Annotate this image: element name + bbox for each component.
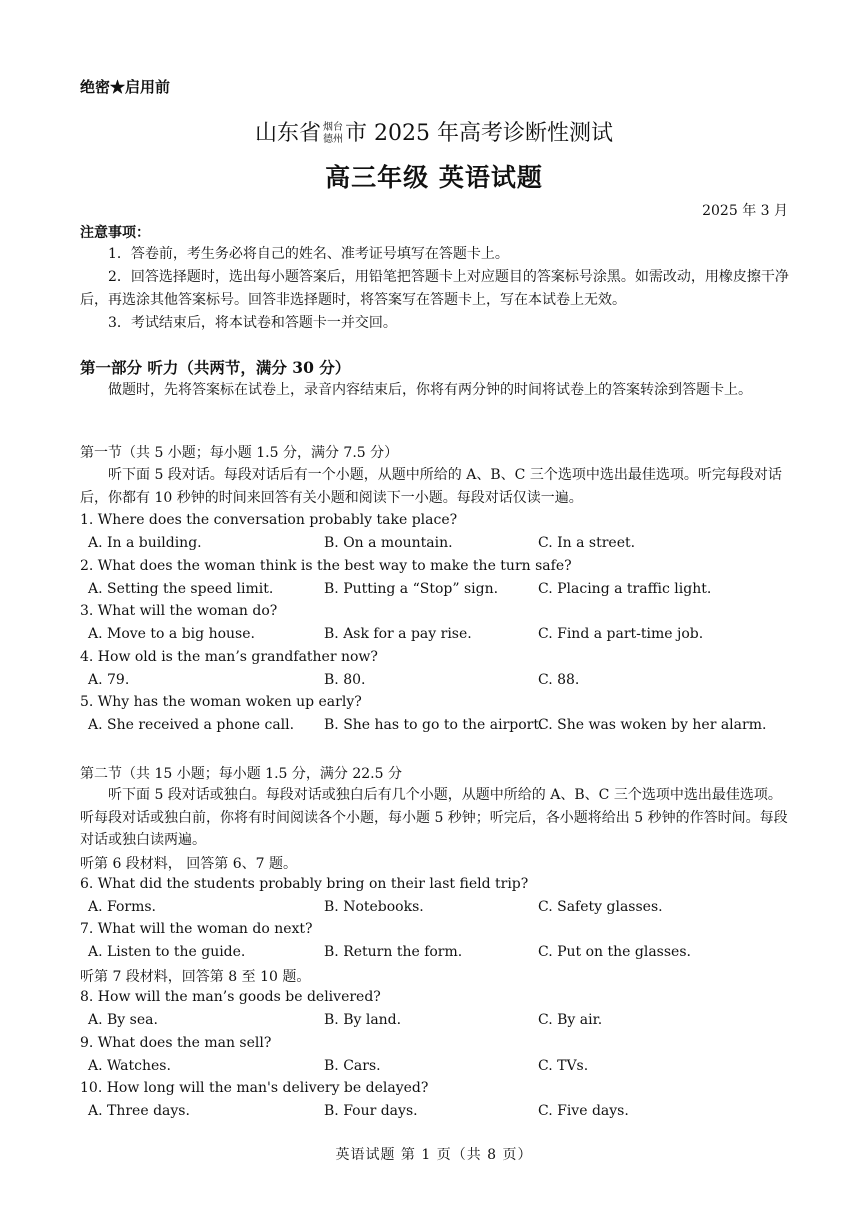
question-stem: 6. What did the students probably bring on their last field trip? <box>80 876 529 892</box>
option-a: A. She received a phone call. <box>88 717 295 733</box>
notice-item-1: 1．答卷前，考生务必将自己的姓名、准考证号填写在答题卡上。 <box>108 246 509 262</box>
exam-title <box>0 116 868 147</box>
option-a: A. Watches. <box>88 1058 171 1074</box>
title-city-bottom: 德州 <box>323 134 344 145</box>
option-c: C. Five days. <box>538 1103 629 1119</box>
option-c: C. By air. <box>538 1012 603 1028</box>
option-b: B. By land. <box>324 1012 402 1028</box>
notice-heading: 注意事项： <box>80 225 150 241</box>
section1-heading: 第一节（共 5 小题；每小题 1.5 分，满分 7.5 分） <box>80 445 399 461</box>
option-c: C. 88. <box>538 672 580 688</box>
question-stem: 8. How will the man’s goods be delivered? <box>80 989 381 1005</box>
option-a: A. Forms. <box>88 899 156 915</box>
notice-item-3: 3．考试结束后，将本试卷和答题卡一并交回。 <box>108 315 397 331</box>
option-c: C. Find a part-time job. <box>538 626 704 642</box>
exam-subtitle: 高三年级 英语试题 <box>325 163 543 192</box>
option-a: A. Setting the speed limit. <box>88 581 274 597</box>
option-b: B. 80. <box>324 672 366 688</box>
question-stem: 9. What does the man sell? <box>80 1035 272 1051</box>
option-b: B. Cars. <box>324 1058 381 1074</box>
option-a: A. By sea. <box>88 1012 158 1028</box>
secret-label: 绝密★启用前 <box>80 78 171 96</box>
option-c: C. In a street. <box>538 535 636 551</box>
section1-intro: 听下面 5 段对话。每段对话后有一个小题，从题中所给的 A、B、C 三个选项中选出最佳选项。听完每段对话后，你都有 10 秒钟的时间来回答有关小题和阅读下一小题。每段对话仅读一遍。 <box>80 467 782 506</box>
option-a: A. 79. <box>88 672 130 688</box>
notice-item-2: 2．回答选择题时，选出每小题答案后，用铅笔把答题卡上对应题目的答案标号涂黑。如需改动，用橡皮擦干净后，再选涂其他答案标号。回答非选择题时，将答案写在答题卡上，写在本试卷上无效。 <box>80 269 789 308</box>
section2-heading: 第二节（共 15 小题；每小题 1.5 分，满分 22.5 分 <box>80 766 402 782</box>
question-stem: 1. Where does the conversation probably take place? <box>80 512 458 528</box>
title-suffix: 市 2025 年高考诊断性测试 <box>345 121 613 146</box>
part1-intro: 做题时，先将答案标在试卷上，录音内容结束后，你将有两分钟的时间将试卷上的答案转涂到答题卡上。 <box>108 382 752 398</box>
option-a: A. In a building. <box>88 535 202 551</box>
question-stem: 3. What will the woman do? <box>80 603 278 619</box>
section2-intro: 听下面 5 段对话或独白。每段对话或独白后有几个小题，从题中所给的 A、B、C 三个选项中选出最佳选项。听每段对话或独白前，你将有时间阅读各个小题，每小题 5 秒钟；听完后，各小题将给出 5 秒钟的作答时间。每段对话或独白读两遍。 <box>80 787 788 848</box>
material-6-instruction: 听第 6 段材料， 回答第 6、7 题。 <box>80 856 297 872</box>
part1-heading: 第一部分 听力（共两节，满分 30 分） <box>80 358 351 377</box>
option-c: C. Placing a traffic light. <box>538 581 712 597</box>
question-stem: 4. How old is the man’s grandfather now? <box>80 649 378 665</box>
title-city-stack <box>323 122 343 146</box>
option-b: B. Ask for a pay rise. <box>324 626 472 642</box>
exam-date: 2025 年 3 月 <box>702 203 788 219</box>
option-b: B. Return the form. <box>324 944 463 960</box>
option-b: B. Putting a “Stop” sign. <box>324 581 499 597</box>
page-footer: 英语试题 第 1 页（共 8 页） <box>335 1147 533 1163</box>
option-b: B. On a mountain. <box>324 535 453 551</box>
question-stem: 2. What does the woman think is the best way to make the turn safe? <box>80 558 572 574</box>
option-c: C. Safety glasses. <box>538 899 663 915</box>
option-b: B. She has to go to the airport. <box>324 717 544 733</box>
question-stem: 5. Why has the woman woken up early? <box>80 694 362 710</box>
option-a: A. Three days. <box>88 1103 190 1119</box>
option-c: C. TVs. <box>538 1058 589 1074</box>
option-b: B. Notebooks. <box>324 899 424 915</box>
title-prefix: 山东省 <box>255 121 322 146</box>
title-city-top: 烟台 <box>323 122 344 133</box>
option-a: A. Listen to the guide. <box>88 944 246 960</box>
question-stem: 10. How long will the man's delivery be delayed? <box>80 1080 429 1096</box>
option-c: C. Put on the glasses. <box>538 944 691 960</box>
option-a: A. Move to a big house. <box>88 626 255 642</box>
option-c: C. She was woken by her alarm. <box>538 717 767 733</box>
option-b: B. Four days. <box>324 1103 418 1119</box>
material-7-instruction: 听第 7 段材料，回答第 8 至 10 题。 <box>80 969 311 985</box>
question-stem: 7. What will the woman do next? <box>80 921 313 937</box>
